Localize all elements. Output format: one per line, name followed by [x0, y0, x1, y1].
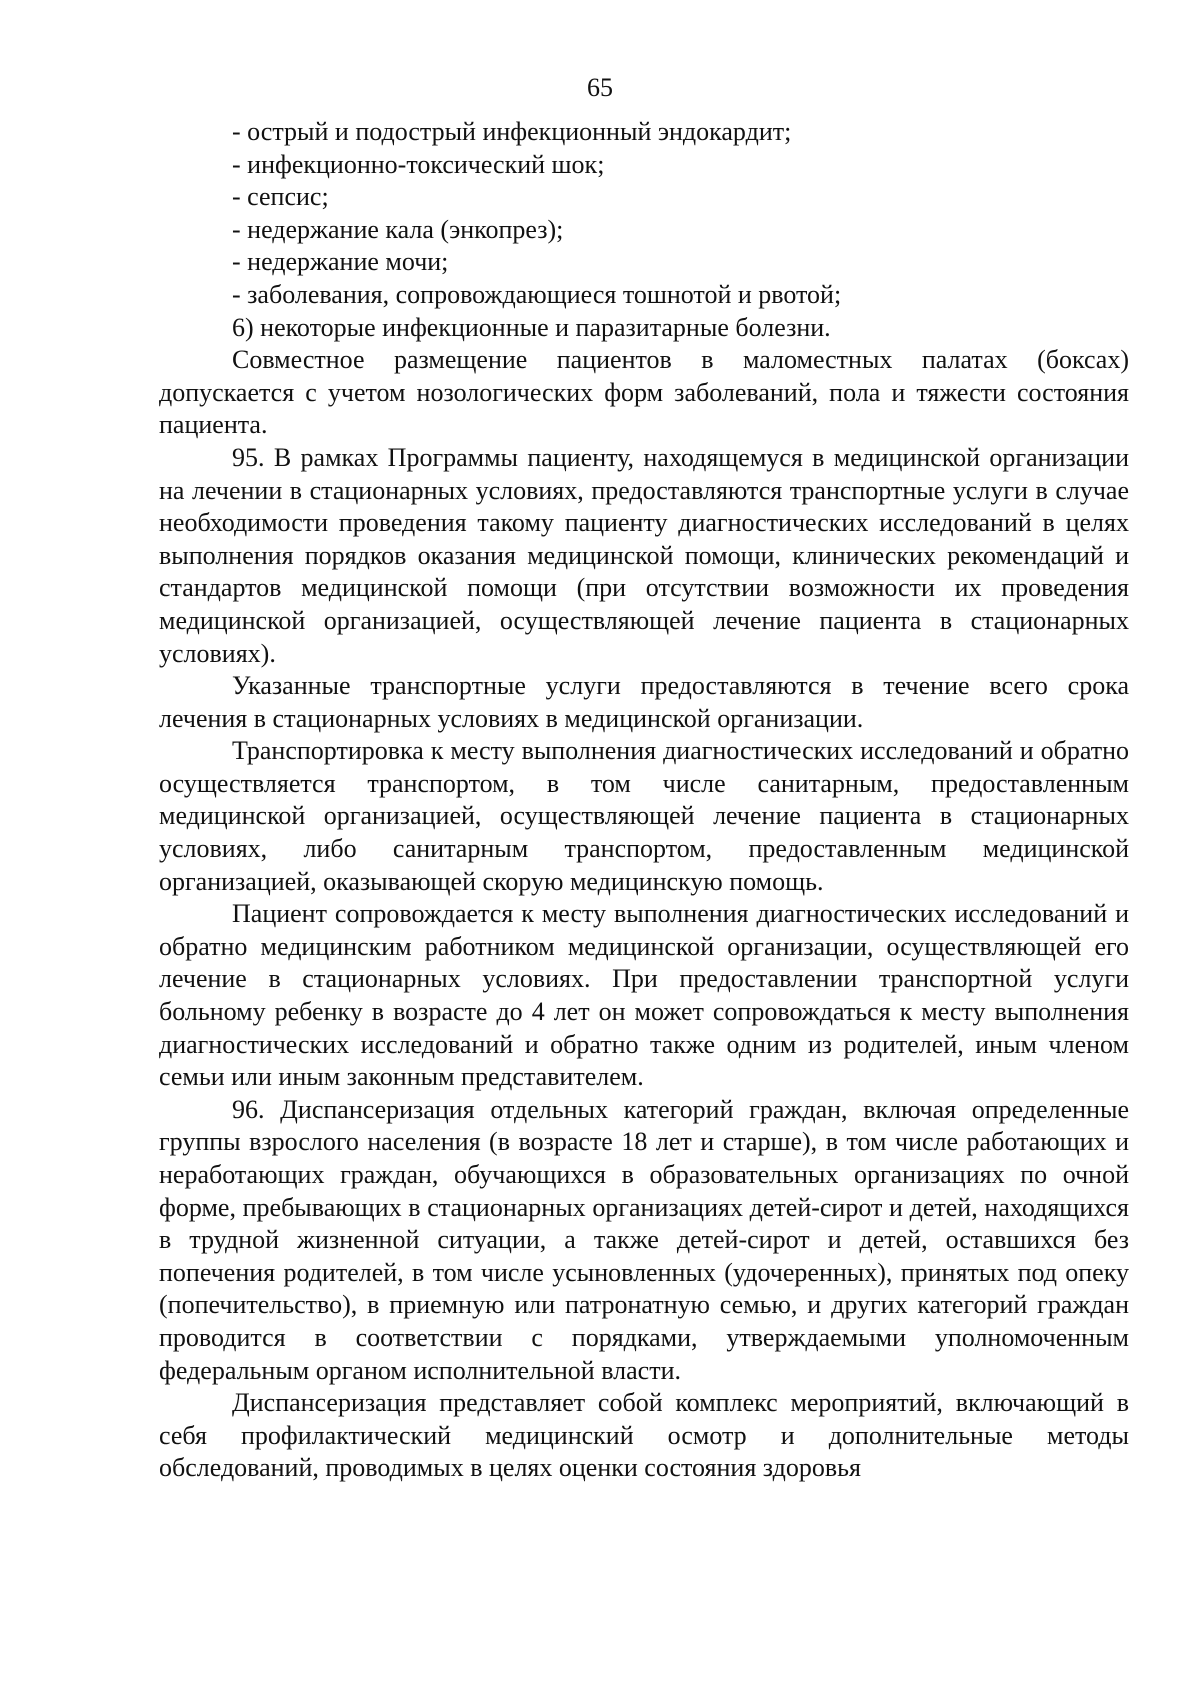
paragraph-dispensarization: Диспансеризация представляет собой комплекс мероприятий, включающий в себя профилактический медицинский осмотр и дополнительные методы обследований, проводимых в целях оценки состояния здоровья [159, 1388, 1129, 1483]
list-item: - недержание кала (энкопрез); [232, 214, 564, 244]
paragraph-section-95: 95. В рамках Программы пациенту, находящемуся в медицинской организации на лечении в стационарных условиях, предоставляются транспортные услуги в случае необходимости проведения такому пациенту диагностических исследований в целях выполнения порядков оказания медицинской помощи, клинических рекомендаций и стандартов медицинской помощи (при отсутствии возможности их проведения медицинской организацией, осуществляющей лечение пациента в стационарных условиях). [159, 442, 1129, 668]
paragraph-transport-services: Указанные транспортные услуги предоставляются в течение всего срока лечения в стационарных условиях в медицинской организации. [159, 671, 1129, 733]
list-item: - заболевания, сопровождающиеся тошнотой и рвотой; [232, 279, 842, 309]
list-item: - острый и подострый инфекционный эндокардит; [232, 117, 792, 146]
paragraph-joint-placement: Совместное размещение пациентов в маломестных палатах (боксах) допускается с учетом нозологических форм заболеваний, пола и тяжести состояния пациента. [159, 345, 1129, 440]
list-item: - инфекционно-токсический шок; [232, 149, 605, 179]
list-item: 6) некоторые инфекционные и паразитарные болезни. [232, 312, 831, 342]
list-item: - недержание мочи; [232, 247, 449, 277]
paragraph-escort: Пациент сопровождается к месту выполнения диагностических исследований и обратно медицинским работником медицинской организации, осуществляющей его лечение в стационарных условиях. При предоставлении транспортной услуги больному ребенку в возрасте до 4 лет он может сопровождаться к месту выполнения диагностических исследований и обратно также одним из родителей, иным членом семьи или иным законным представителем. [159, 899, 1129, 1092]
paragraph-transportation: Транспортировка к месту выполнения диагностических исследований и обратно осуществляется транспортом, в том числе санитарным, предоставленным медицинской организацией, осуществляющей лечение пациента в стационарных условиях, либо санитарным транспортом, предоставленным медицинской организацией, оказывающей скорую медицинскую помощь. [159, 736, 1129, 896]
list-item: - сепсис; [232, 182, 329, 212]
page-number: 65 [587, 73, 613, 102]
document-body [159, 116, 1129, 1485]
paragraph-section-96: 96. Диспансеризация отдельных категорий граждан, включая определенные группы взрослого населения (в возрасте 18 лет и старше), в том числе работающих и неработающих граждан, обучающихся в образовательных организациях по очной форме, пребывающих в стационарных организациях детей-сирот и детей, находящихся в трудной жизненной ситуации, а также детей-сирот и детей, оставшихся без попечения родителей, в том числе усыновленных (удочеренных), принятых под опеку (попечительство), в приемную или патронатную семью, и других категорий граждан проводится в соответствии с порядками, утверждаемыми уполномоченным федеральным органом исполнительной власти. [159, 1094, 1129, 1385]
